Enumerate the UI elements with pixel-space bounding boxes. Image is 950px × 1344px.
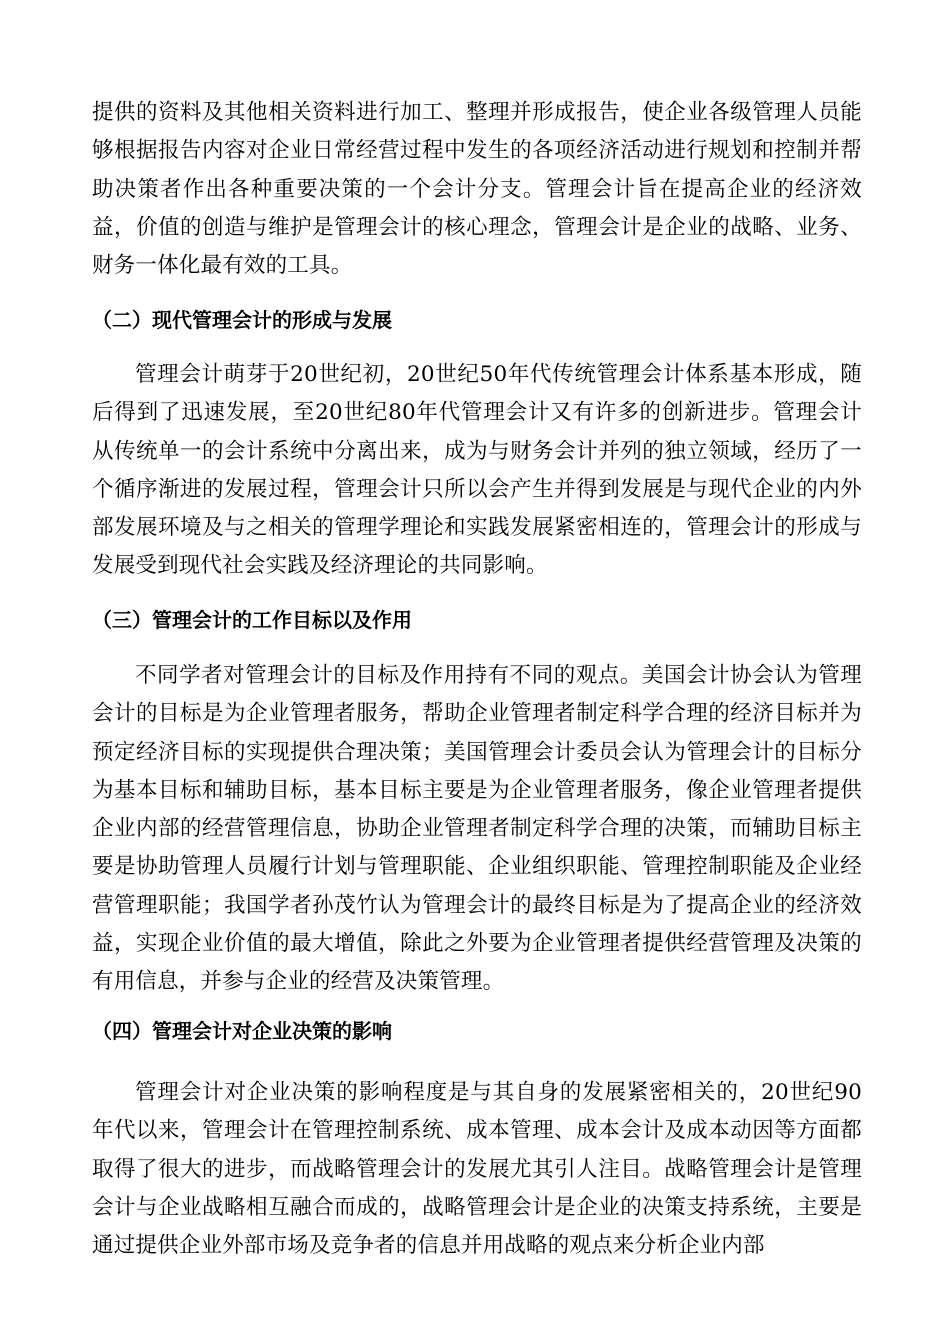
paragraph-decision-impact: 管理会计对企业决策的影响程度是与其自身的发展紧密相关的，20世纪90年代以来，管理会计在管理控制系统、成本管理、成本会计及成本动因等方面都取得了很大的进步，而战略管理会计的发展尤其引人注目。战略管理会计是管理会计与企业战略相互融合而成的，战略管理会计是企业的决策支持系统，主要是通过提供企业外部市场及竞争者的信息并用战略的观点来分析企业内部	[92, 1080, 862, 1259]
paragraph-formation-development: 管理会计萌芽于20世纪初，20世纪50年代传统管理会计体系基本形成，随后得到了迅速发展，至20世纪80年代管理会计又有许多的创新进步。管理会计从传统单一的会计系统中分离出来，成为与财务会计并列的独立领域，经历了一个循序渐进的发展过程，管理会计只所以会产生并得到发展是与现代企业的内外部发展环境及与之相关的管理学理论和实践发展紧密相连的，管理会计的形成与发展受到现代社会实践及经济理论的共同影响。	[92, 362, 862, 579]
section-heading-4: （四）管理会计对企业决策的影响	[92, 1019, 392, 1043]
paragraph-management-accounting-definition: 提供的资料及其他相关资料进行加工、整理并形成报告，使企业各级管理人员能够根据报告内容对企业日常经营过程中发生的各项经济活动进行规划和控制并帮助决策者作出各种重要决策的一个会计分支。管理会计旨在提高企业的经济效益，价值的创造与维护是管理会计的核心理念，管理会计是企业的战略、业务、财务一体化最有效的工具。	[92, 100, 862, 279]
section-heading-3: （三）管理会计的工作目标以及作用	[92, 608, 412, 632]
paragraph-objectives-role: 不同学者对管理会计的目标及作用持有不同的观点。美国会计协会认为管理会计的目标是为企业管理者服务，帮助企业管理者制定科学合理的经济目标并为预定经济目标的实现提供合理决策；美国管理会计委员会认为管理会计的目标分为基本目标和辅助目标，基本目标主要是为企业管理者服务，像企业管理者提供企业内部的经营管理信息，协助企业管理者制定科学合理的决策，而辅助目标主要是协助管理人员履行计划与管理职能、企业组织职能、管理控制职能及企业经营管理职能；我国学者孙茂竹认为管理会计的最终目标是为了提高企业的经济效益，实现企业价值的最大增值，除此之外要为企业管理者提供经营管理及决策的有用信息，并参与企业的经营及决策管理。	[92, 663, 862, 995]
section-heading-2: （二）现代管理会计的形成与发展	[92, 308, 392, 332]
